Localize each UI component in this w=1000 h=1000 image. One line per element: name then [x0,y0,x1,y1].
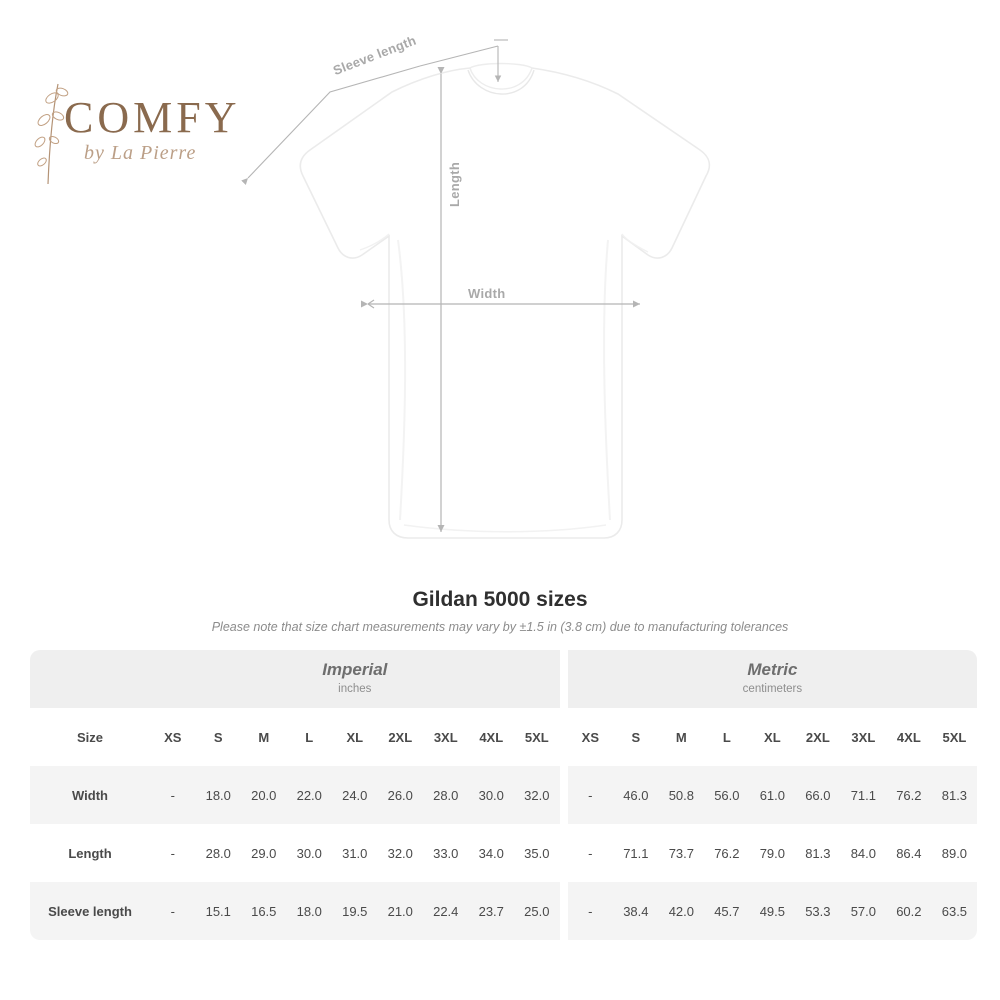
cell-sleeve-imperial-m: 16.5 [241,882,287,940]
size-header-imperial-3xl: 3XL [423,708,469,766]
cell-width-metric-xs: - [568,766,614,824]
cell-sleeve-imperial-2xl: 21.0 [378,882,424,940]
cell-length-metric-s: 71.1 [613,824,659,882]
length-dimension-label: Length [447,161,462,207]
size-header-imperial-2xl: 2XL [378,708,424,766]
cell-length-imperial-4xl: 34.0 [469,824,515,882]
cell-width-imperial-m: 20.0 [241,766,287,824]
cell-sleeve-metric-4xl: 60.2 [886,882,932,940]
cell-length-imperial-s: 28.0 [196,824,242,882]
cell-sleeve-metric-l: 45.7 [704,882,750,940]
page-title: Gildan 5000 sizes [412,588,588,611]
brand-tagline: by La Pierre [84,142,197,164]
cell-sleeve-imperial-xs: - [150,882,196,940]
cell-width-metric-2xl: 66.0 [795,766,841,824]
size-header-metric-2xl: 2XL [795,708,841,766]
size-header-label: Size [30,708,150,766]
cell-length-imperial-l: 30.0 [287,824,333,882]
cell-width-imperial-l: 22.0 [287,766,333,824]
cell-sleeve-imperial-5xl: 25.0 [514,882,560,940]
row-gap [560,766,568,824]
cell-width-imperial-3xl: 28.0 [423,766,469,824]
size-header-imperial-s: S [196,708,242,766]
row-label-length: Length [30,824,150,882]
cell-width-metric-5xl: 81.3 [932,766,978,824]
width-dimension-label: Width [468,286,506,301]
cell-length-metric-4xl: 86.4 [886,824,932,882]
cell-length-imperial-2xl: 32.0 [378,824,424,882]
table-row [30,766,977,824]
cell-length-imperial-xl: 31.0 [332,824,378,882]
cell-width-imperial-4xl: 30.0 [469,766,515,824]
cell-length-metric-5xl: 89.0 [932,824,978,882]
row-label-sleeve-length: Sleeve length [30,882,150,940]
system-header-metric: Metric centimeters [568,650,978,708]
system-header-imperial: Imperial inches [150,650,560,708]
cell-length-imperial-xs: - [150,824,196,882]
row-gap [560,824,568,882]
cell-length-metric-2xl: 81.3 [795,824,841,882]
size-chart-table [30,650,977,940]
cell-sleeve-metric-s: 38.4 [613,882,659,940]
cell-width-imperial-2xl: 26.0 [378,766,424,824]
cell-length-imperial-3xl: 33.0 [423,824,469,882]
size-header-metric-5xl: 5XL [932,708,978,766]
cell-sleeve-metric-5xl: 63.5 [932,882,978,940]
size-header-imperial-4xl: 4XL [469,708,515,766]
cell-length-imperial-5xl: 35.0 [514,824,560,882]
tolerance-note: Please note that size chart measurements may vary by ±1.5 in (3.8 cm) due to manufacturing tolerances [211,620,789,634]
sleeve-length-dimension-label: Sleeve length [331,32,419,79]
cell-width-metric-xl: 61.0 [750,766,796,824]
cell-sleeve-metric-3xl: 57.0 [841,882,887,940]
size-header-metric-3xl: 3XL [841,708,887,766]
cell-width-imperial-xs: - [150,766,196,824]
cell-width-imperial-s: 18.0 [196,766,242,824]
size-chart-table-wrapper [30,650,970,940]
cell-width-metric-4xl: 76.2 [886,766,932,824]
cell-sleeve-metric-2xl: 53.3 [795,882,841,940]
system-header-spacer [30,650,150,708]
table-row [30,824,977,882]
size-header-imperial-l: L [287,708,333,766]
row-label-width: Width [30,766,150,824]
cell-length-metric-xl: 79.0 [750,824,796,882]
cell-length-metric-3xl: 84.0 [841,824,887,882]
brand-name: COMFY [64,93,241,142]
row-gap [560,882,568,940]
cell-length-metric-xs: - [568,824,614,882]
cell-width-metric-3xl: 71.1 [841,766,887,824]
size-header-metric-m: M [659,708,705,766]
cell-length-imperial-m: 29.0 [241,824,287,882]
cell-width-metric-m: 50.8 [659,766,705,824]
size-header-gap [560,708,568,766]
cell-sleeve-metric-xs: - [568,882,614,940]
cell-sleeve-imperial-l: 18.0 [287,882,333,940]
size-header-imperial-5xl: 5XL [514,708,560,766]
size-header-imperial-xs: XS [150,708,196,766]
cell-sleeve-metric-m: 42.0 [659,882,705,940]
table-size-header-row [30,708,977,766]
cell-length-metric-m: 73.7 [659,824,705,882]
size-header-metric-xs: XS [568,708,614,766]
cell-sleeve-imperial-3xl: 22.4 [423,882,469,940]
table-row [30,882,977,940]
cell-width-imperial-xl: 24.0 [332,766,378,824]
size-header-metric-l: L [704,708,750,766]
cell-sleeve-imperial-s: 15.1 [196,882,242,940]
cell-length-metric-l: 76.2 [704,824,750,882]
size-header-metric-xl: XL [750,708,796,766]
cell-width-metric-s: 46.0 [613,766,659,824]
cell-sleeve-metric-xl: 49.5 [750,882,796,940]
table-system-header-row [30,650,977,708]
size-header-metric-s: S [613,708,659,766]
cell-width-metric-l: 56.0 [704,766,750,824]
size-header-imperial-m: M [241,708,287,766]
cell-width-imperial-5xl: 32.0 [514,766,560,824]
size-header-imperial-xl: XL [332,708,378,766]
size-header-metric-4xl: 4XL [886,708,932,766]
system-header-gap [560,650,568,708]
cell-sleeve-imperial-xl: 19.5 [332,882,378,940]
cell-sleeve-imperial-4xl: 23.7 [469,882,515,940]
